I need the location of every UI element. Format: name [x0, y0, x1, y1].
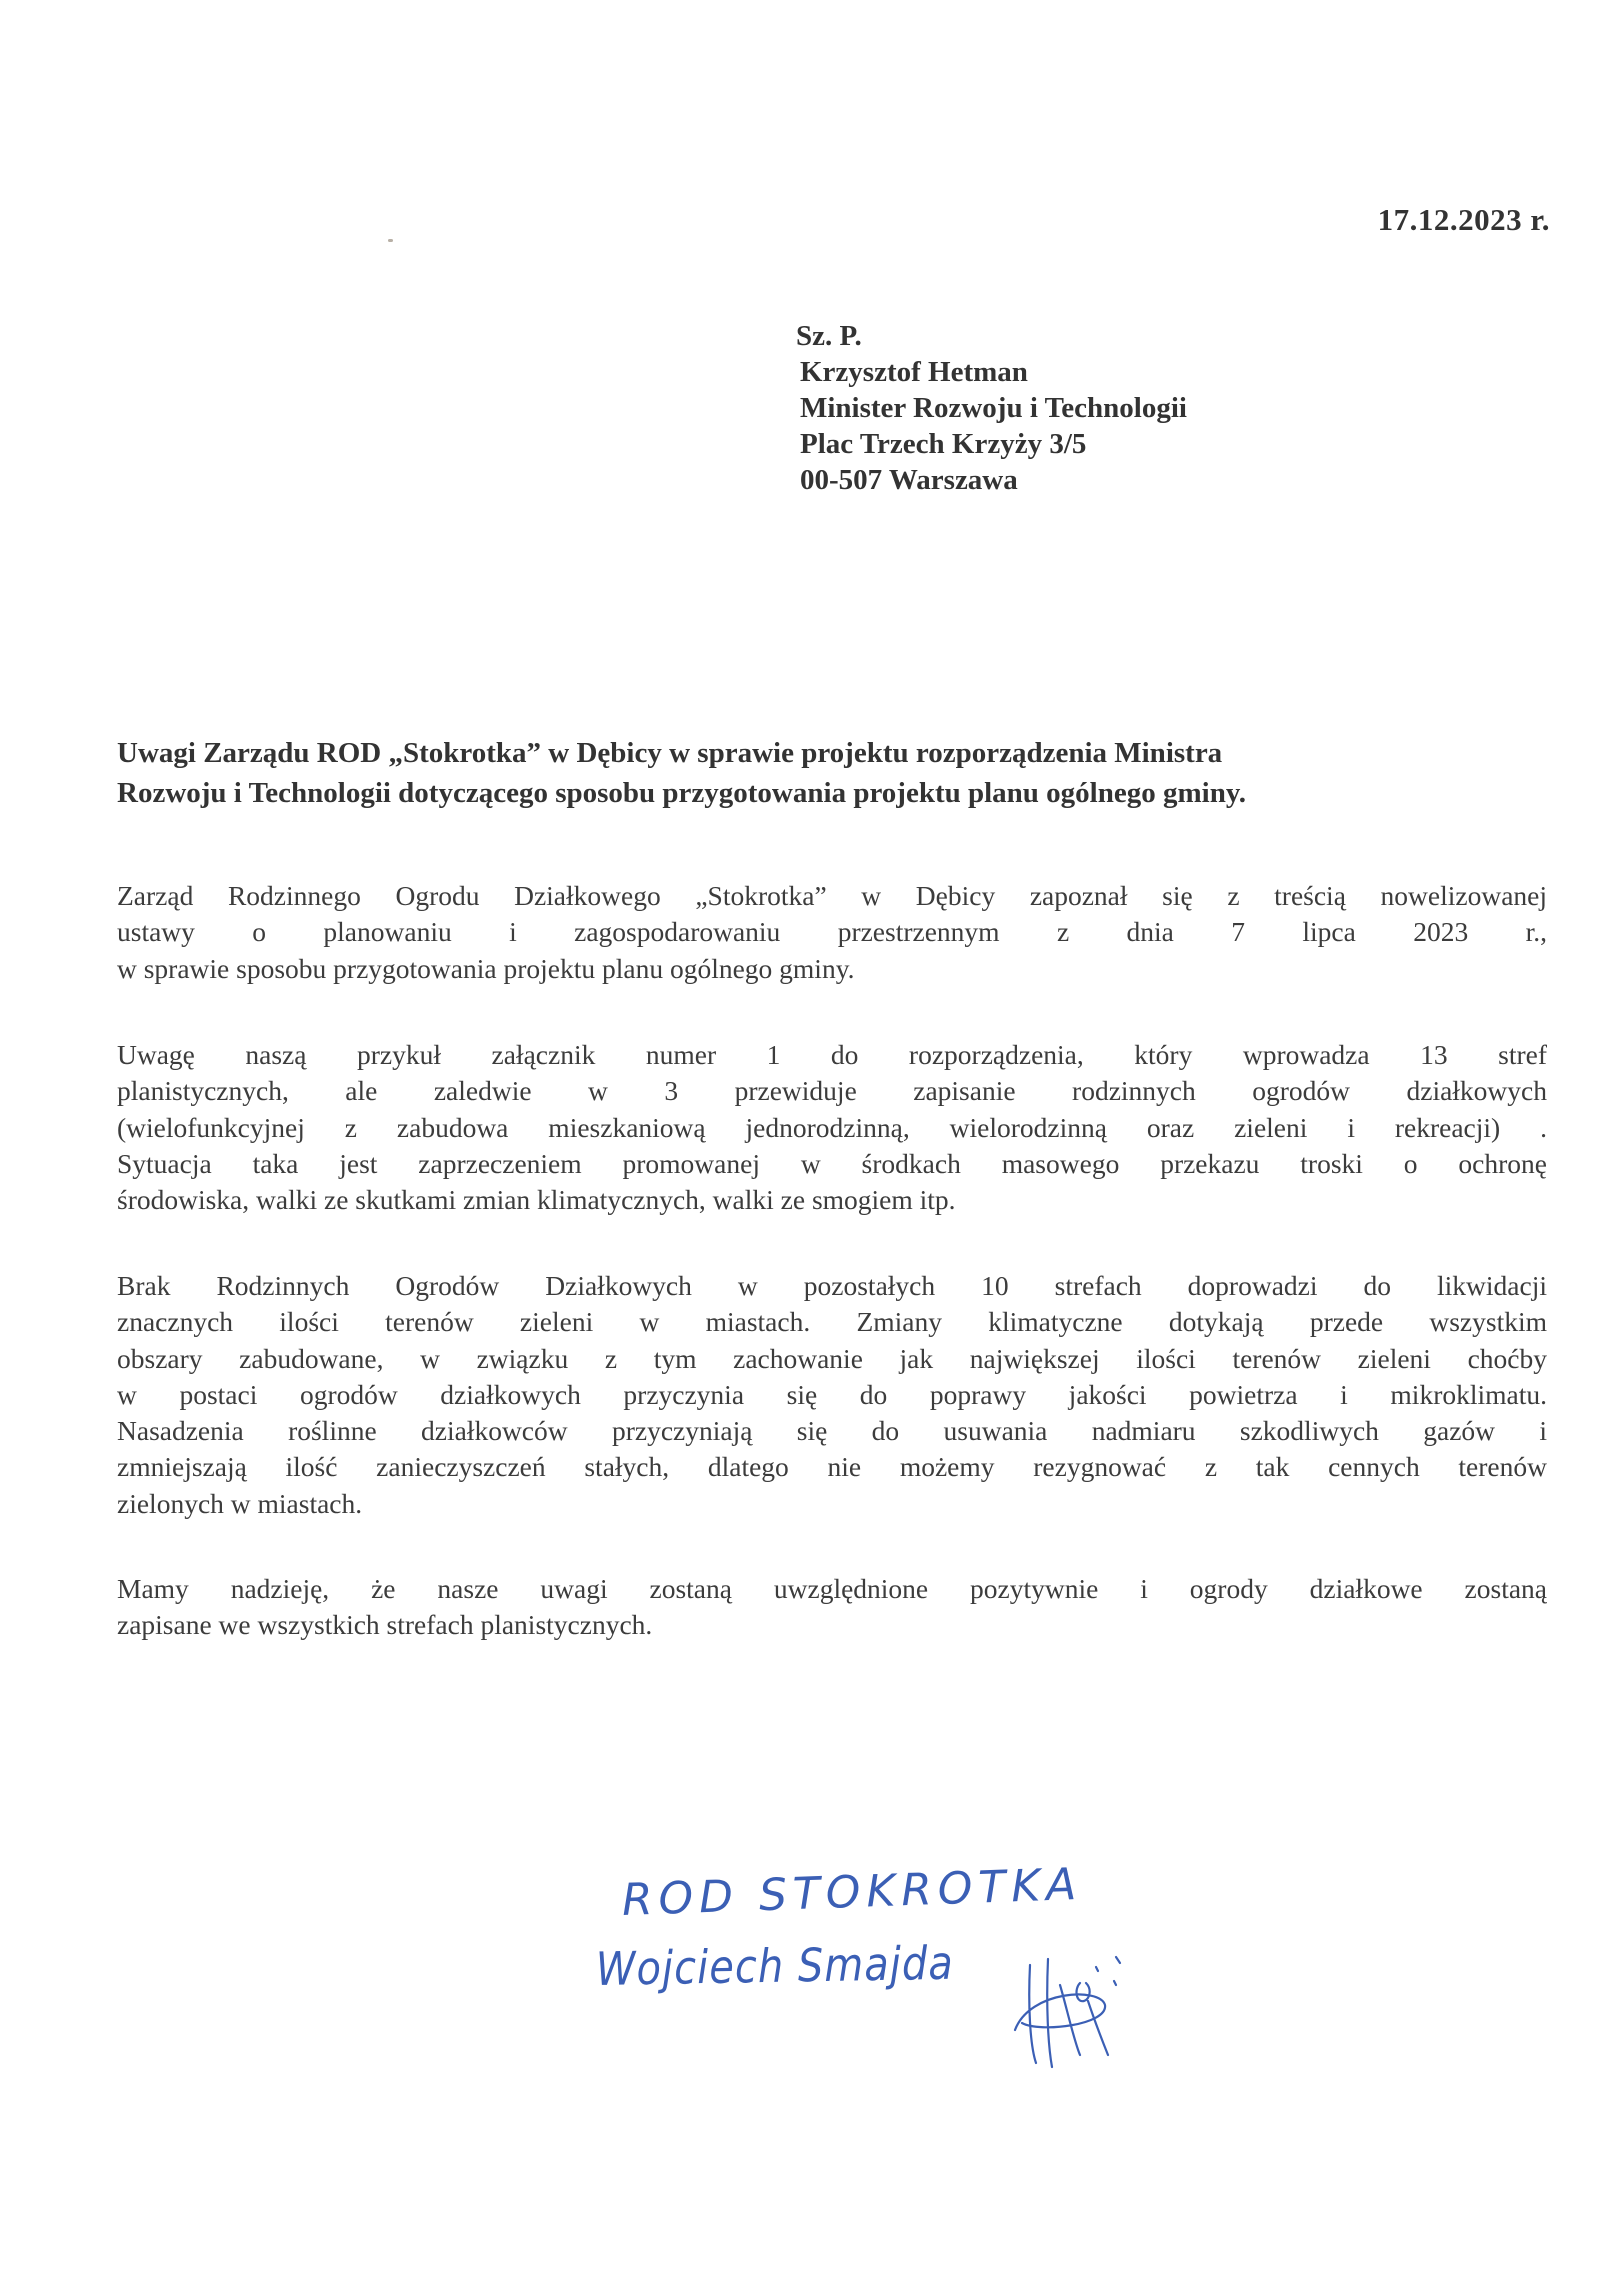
scan-speck — [388, 239, 393, 242]
paragraph-3 — [117, 1268, 1547, 1522]
paragraph-line: środowiska, walki ze skutkami zmian klimatycznych, walki ze smogiem itp. — [117, 1184, 956, 1216]
paragraph-line: ustawy o planowaniu i zagospodarowaniu przestrzennym z dnia 7 lipca 2023 r., — [117, 916, 1547, 948]
signature-initials-flourish — [560, 1855, 1160, 2085]
recipient-name: Krzysztof Hetman — [800, 356, 1028, 388]
paragraph-line: Zarząd Rodzinnego Ogrodu Działkowego „Stokrotka” w Dębicy zapoznał się z treścią nowelizowanej — [117, 880, 1547, 911]
paragraph-line: zapisane we wszystkich strefach planistycznych. — [117, 1609, 653, 1641]
recipient-street: Plac Trzech Krzyży 3/5 — [800, 428, 1087, 460]
recipient-city: 00-507 Warszawa — [800, 464, 1018, 496]
paragraph-line: planistycznych, ale zaledwie w 3 przewiduje zapisanie rodzinnych ogrodów działkowych — [117, 1075, 1547, 1107]
paragraph-4 — [117, 1571, 1547, 1644]
letter-date: 17.12.2023 r. — [1377, 202, 1550, 237]
paragraph-line: zmniejszają ilość zanieczyszczeń stałych, dlatego nie możemy rezygnować z tak cennych terenów — [117, 1451, 1547, 1483]
paragraph-line: Brak Rodzinnych Ogrodów Działkowych w pozostałych 10 strefach doprowadzi do likwidacji — [117, 1270, 1547, 1301]
recipient-salutation: Sz. P. — [796, 320, 862, 352]
paragraph-line: Mamy nadzieję, że nasze uwagi zostaną uwzględnione pozytywnie i ogrody działkowe zostaną — [117, 1573, 1547, 1604]
paragraph-line: w sprawie sposobu przygotowania projektu planu ogólnego gminy. — [117, 952, 855, 984]
subject-line: Uwagi Zarządu ROD „Stokrotka” w Dębicy w sprawie projektu rozporządzenia Ministra — [117, 737, 1223, 769]
paragraph-line: obszary zabudowane, w związku z tym zachowanie jak największej ilości terenów zieleni choćby — [117, 1342, 1547, 1374]
paragraph-line: (wielofunkcyjnej z zabudowa mieszkaniową jednorodzinną, wielorodzinną oraz zieleni i rekreacji) . — [117, 1111, 1547, 1143]
recipient-address — [796, 318, 1187, 498]
signature-text-line1: ROD STOKROTKA — [621, 1858, 1084, 1926]
subject-line: Rozwoju i Technologii dotyczącego sposobu przygotowania projektu planu ogólnego gminy. — [117, 777, 1246, 809]
paragraph-line: znacznych ilości terenów zieleni w miastach. Zmiany klimatyczne dotykają przede wszystkim — [117, 1306, 1547, 1338]
paragraph-line: w postaci ogrodów działkowych przyczynia się do poprawy jakości powietrza i mikroklimatu. — [117, 1378, 1547, 1410]
recipient-position: Minister Rozwoju i Technologii — [800, 392, 1187, 424]
paragraph-1 — [117, 878, 1547, 987]
paragraph-line: Nasadzenia roślinne działkowców przyczyniają się do usuwania nadmiaru szkodliwych gazów i — [117, 1415, 1547, 1447]
paragraph-line: Sytuacja taka jest zaprzeczeniem promowanej w środkach masowego przekazu troski o ochronę — [117, 1147, 1547, 1179]
paragraph-line: Uwagę naszą przykuł załącznik numer 1 do rozporządzenia, który wprowadza 13 stref — [117, 1039, 1547, 1070]
signature-text-line2: Wojciech Smajda — [595, 1937, 955, 1997]
paragraph-line: zielonych w miastach. — [117, 1487, 363, 1519]
letter-subject — [117, 733, 1547, 813]
paragraph-2 — [117, 1037, 1547, 1218]
handwritten-signature — [560, 1855, 1160, 2085]
